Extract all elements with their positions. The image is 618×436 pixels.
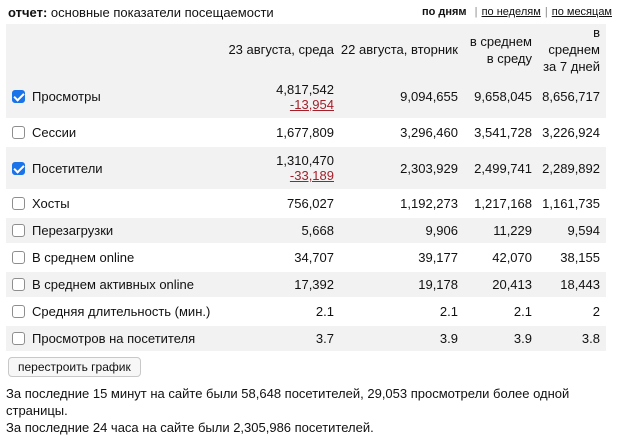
value-cell <box>538 190 606 217</box>
metric-cell <box>6 271 210 298</box>
metric-value: 9,906 <box>425 223 458 238</box>
value-cell <box>464 190 538 217</box>
value-cell <box>464 217 538 244</box>
metric-value: 1,217,168 <box>474 196 532 211</box>
metric-value: 4,817,542 <box>276 81 334 97</box>
header-corner <box>6 24 210 75</box>
metric-value: 2 <box>592 304 600 319</box>
metric-value: 1,677,809 <box>276 125 334 140</box>
metric-cell <box>6 325 210 352</box>
value-cell <box>464 271 538 298</box>
metric-checkbox[interactable] <box>12 332 25 345</box>
column-header: 23 августа, среда <box>210 24 340 75</box>
metric-checkbox[interactable] <box>12 90 25 103</box>
report-panel <box>8 0 612 24</box>
metric-value: 2,499,741 <box>474 160 532 176</box>
metric-label: Средняя длительность (мин.) <box>32 304 211 319</box>
stats-table <box>6 24 606 353</box>
table-row <box>6 190 606 217</box>
metric-value: 38,155 <box>560 250 600 265</box>
value-cell <box>464 244 538 271</box>
value-cell <box>210 119 340 146</box>
metric-checkbox[interactable] <box>12 126 25 139</box>
metric-value: 11,229 <box>493 223 532 238</box>
metric-value: 34,707 <box>294 250 334 265</box>
report-name: основные показатели посещаемости <box>50 4 274 20</box>
stats-header-row <box>6 24 606 75</box>
metric-value: 2,289,892 <box>542 160 600 176</box>
metric-value: 756,027 <box>287 196 334 211</box>
value-cell <box>464 75 538 119</box>
value-cell <box>464 146 538 190</box>
column-header: 22 августа, вторник <box>340 24 464 75</box>
metric-value: 1,192,273 <box>400 196 458 211</box>
value-cell <box>340 190 464 217</box>
metric-label: Сессии <box>32 125 77 140</box>
visitors-info <box>6 385 596 436</box>
value-cell <box>210 190 340 217</box>
metric-value: 9,094,655 <box>400 89 458 104</box>
value-cell <box>210 75 340 119</box>
period-months-link[interactable]: по месяцам <box>551 6 612 18</box>
metric-checkbox[interactable] <box>12 305 25 318</box>
period-switcher <box>418 6 612 18</box>
value-cell <box>464 119 538 146</box>
metric-value: 2.1 <box>513 304 532 319</box>
value-cell <box>464 298 538 325</box>
metric-value: 9,594 <box>567 223 600 238</box>
metric-value: 19,178 <box>418 277 458 292</box>
table-row <box>6 271 606 298</box>
table-row <box>6 325 606 352</box>
rebuild-chart-button[interactable]: перестроить график <box>8 357 141 377</box>
value-cell <box>538 325 606 352</box>
metric-cell <box>6 217 210 244</box>
value-cell <box>210 271 340 298</box>
metric-value: 2.1 <box>315 304 334 319</box>
report-header <box>8 0 612 24</box>
metric-cell <box>6 244 210 271</box>
metric-checkbox[interactable] <box>12 278 25 291</box>
metric-label: Перезагрузки <box>32 223 114 238</box>
table-row <box>6 244 606 271</box>
value-cell <box>538 244 606 271</box>
metric-value: 2,303,929 <box>400 160 458 176</box>
metric-cell <box>6 190 210 217</box>
metric-value: 39,177 <box>418 250 458 265</box>
value-cell <box>340 217 464 244</box>
period-weeks-link[interactable]: по неделям <box>481 6 541 18</box>
metric-label: В среднем online <box>32 250 135 265</box>
metric-label: В среднем активных online <box>32 277 195 292</box>
metric-value: 3,226,924 <box>542 125 600 140</box>
metric-value: 42,070 <box>492 250 532 265</box>
table-row <box>6 217 606 244</box>
value-cell <box>538 146 606 190</box>
value-cell <box>340 244 464 271</box>
metric-cell <box>6 146 210 190</box>
report-title <box>8 5 274 20</box>
metric-label: Просмотров на посетителя <box>32 331 196 346</box>
metric-value: 20,413 <box>492 277 532 292</box>
metric-checkbox[interactable] <box>12 224 25 237</box>
value-cell <box>210 146 340 190</box>
metric-value: 3.7 <box>315 331 334 346</box>
info-line-15min: За последние 15 минут на сайте были 58,648 посетителей, 29,053 просмотрели более одной страницы. <box>6 386 570 418</box>
metric-checkbox[interactable] <box>12 197 25 210</box>
period-days[interactable]: по дням <box>421 6 467 18</box>
metric-cell <box>6 75 210 119</box>
value-cell <box>340 325 464 352</box>
metric-value: 3.9 <box>513 331 532 346</box>
metric-checkbox[interactable] <box>12 251 25 264</box>
metric-value: 3.8 <box>581 331 600 346</box>
metric-checkbox[interactable] <box>12 162 25 175</box>
value-cell <box>340 146 464 190</box>
value-cell <box>538 75 606 119</box>
metric-label: Посетители <box>32 160 103 176</box>
info-line-24h: За последние 24 часа на сайте были 2,305,986 посетителей. <box>6 420 374 435</box>
metric-label: Просмотры <box>32 89 101 104</box>
table-row <box>6 298 606 325</box>
value-cell <box>210 217 340 244</box>
value-cell <box>538 217 606 244</box>
metric-value: 18,443 <box>560 277 600 292</box>
table-row <box>6 146 606 190</box>
value-cell <box>464 325 538 352</box>
column-header: в среднем в среду <box>464 24 538 75</box>
metric-value: 3,541,728 <box>474 125 532 140</box>
metric-value: 17,392 <box>294 277 334 292</box>
delta-link[interactable]: -13,954 <box>289 96 334 112</box>
value-cell <box>340 298 464 325</box>
value-cell <box>210 244 340 271</box>
period-separator: | <box>544 6 548 18</box>
delta-link[interactable]: -33,189 <box>289 168 334 183</box>
period-separator: | <box>474 6 478 18</box>
value-cell <box>340 119 464 146</box>
value-cell <box>340 75 464 119</box>
metric-cell <box>6 298 210 325</box>
table-row <box>6 75 606 119</box>
metric-value: 2.1 <box>439 304 458 319</box>
value-cell <box>538 298 606 325</box>
value-cell <box>340 271 464 298</box>
table-row <box>6 119 606 146</box>
value-cell <box>210 298 340 325</box>
column-header: в среднем за 7 дней <box>538 24 606 75</box>
metric-value: 5,668 <box>301 223 334 238</box>
metric-value: 3.9 <box>439 331 458 346</box>
metric-value: 1,161,735 <box>542 196 600 211</box>
value-cell <box>538 271 606 298</box>
metric-cell <box>6 119 210 146</box>
metric-value: 8,656,717 <box>542 89 600 104</box>
value-cell <box>538 119 606 146</box>
value-cell <box>210 325 340 352</box>
metric-value: 9,658,045 <box>474 89 532 104</box>
metric-label: Хосты <box>32 196 70 211</box>
metric-value: 1,310,470 <box>276 153 334 168</box>
metric-value: 3,296,460 <box>400 125 458 140</box>
report-label: отчет: <box>8 4 48 20</box>
